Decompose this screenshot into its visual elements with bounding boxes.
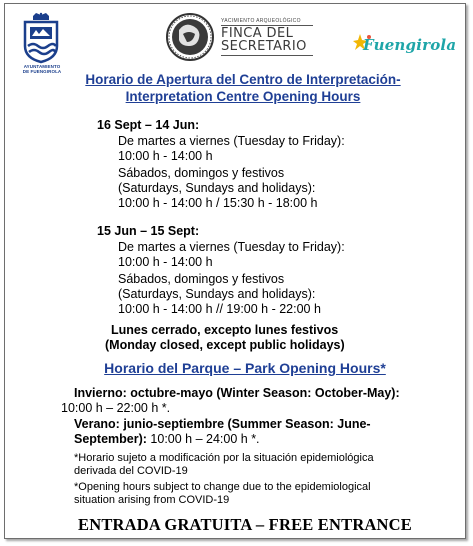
finca-subtitle: YACIMIENTO ARQUEOLÓGICO (221, 18, 301, 24)
period2-weekend-label-en: (Saturdays, Sundays and holidays): (118, 287, 316, 301)
park-summer-label: Verano: junio-septiembre (Summer Season: June- (74, 417, 371, 431)
covid-note-en-line2: situation arising from COVID-19 (74, 494, 230, 506)
park-summer-hours: 10:00 h – 24:00 h *. (146, 432, 260, 446)
finca-del-secretario-logo (165, 12, 325, 62)
period1-weekday-hours: 10:00 h - 14:00 h (118, 149, 213, 163)
period1-weekend-label-en: (Saturdays, Sundays and holidays): (118, 181, 316, 195)
period2-weekend-hours: 10:00 h - 14:00 h // 19:00 h - 22:00 h (118, 302, 321, 316)
period2-heading: 15 Jun – 15 Sept: (97, 224, 200, 238)
archaeological-seal-icon (165, 12, 217, 62)
ayuntamiento-caption: AYUNTAMIENTO DE FUENGIROLA (22, 64, 62, 74)
park-summer-line2 (74, 432, 260, 447)
centre-hours-title-es: Horario de Apertura del Centro de Interpretación- (85, 72, 401, 87)
period1-weekday-label: De martes a viernes (Tuesday to Friday): (118, 134, 345, 148)
finca-name-line1: FINCA DEL (221, 26, 294, 41)
fuengirola-brand-logo (353, 32, 457, 62)
covid-note-en-line1: *Opening hours subject to change due to the epidemiological (74, 481, 371, 493)
monday-closed-es: Lunes cerrado, excepto lunes festivos (111, 323, 339, 337)
period2-weekday-label: De martes a viernes (Tuesday to Friday): (118, 240, 345, 254)
period1-weekend-hours: 10:00 h - 14:00 h / 15:30 h - 18:00 h (118, 196, 318, 210)
finca-name-line2: SECRETARIO (221, 39, 307, 54)
covid-note-es-line1: *Horario sujeto a modificación por la situación epidemiológica (74, 452, 374, 464)
poster-frame (4, 3, 466, 539)
period2-weekday-hours: 10:00 h - 14:00 h (118, 255, 213, 269)
period1-heading: 16 Sept – 14 Jun: (97, 118, 200, 132)
covid-note-es-line2: derivada del COVID-19 (74, 465, 188, 477)
monday-closed-en: (Monday closed, except public holidays) (105, 338, 345, 352)
coat-of-arms-icon (19, 12, 63, 64)
park-winter-hours: 10:00 h – 22:00 h *. (61, 401, 171, 415)
free-entrance-banner: ENTRADA GRATUITA – FREE ENTRANCE (78, 515, 412, 534)
park-winter-label: Invierno: octubre-mayo (Winter Season: October-May): (74, 386, 400, 400)
period2-weekend-label: Sábados, domingos y festivos (118, 272, 285, 286)
ayuntamiento-logo (19, 12, 63, 74)
park-summer-label-cont: September): (74, 432, 147, 446)
fuengirola-wordmark: Fuengirola (363, 36, 457, 54)
centre-hours-title-en: Interpretation Centre Opening Hours (125, 89, 361, 104)
park-hours-title: Horario del Parque – Park Opening Hours* (104, 360, 386, 376)
period1-weekend-label: Sábados, domingos y festivos (118, 166, 285, 180)
